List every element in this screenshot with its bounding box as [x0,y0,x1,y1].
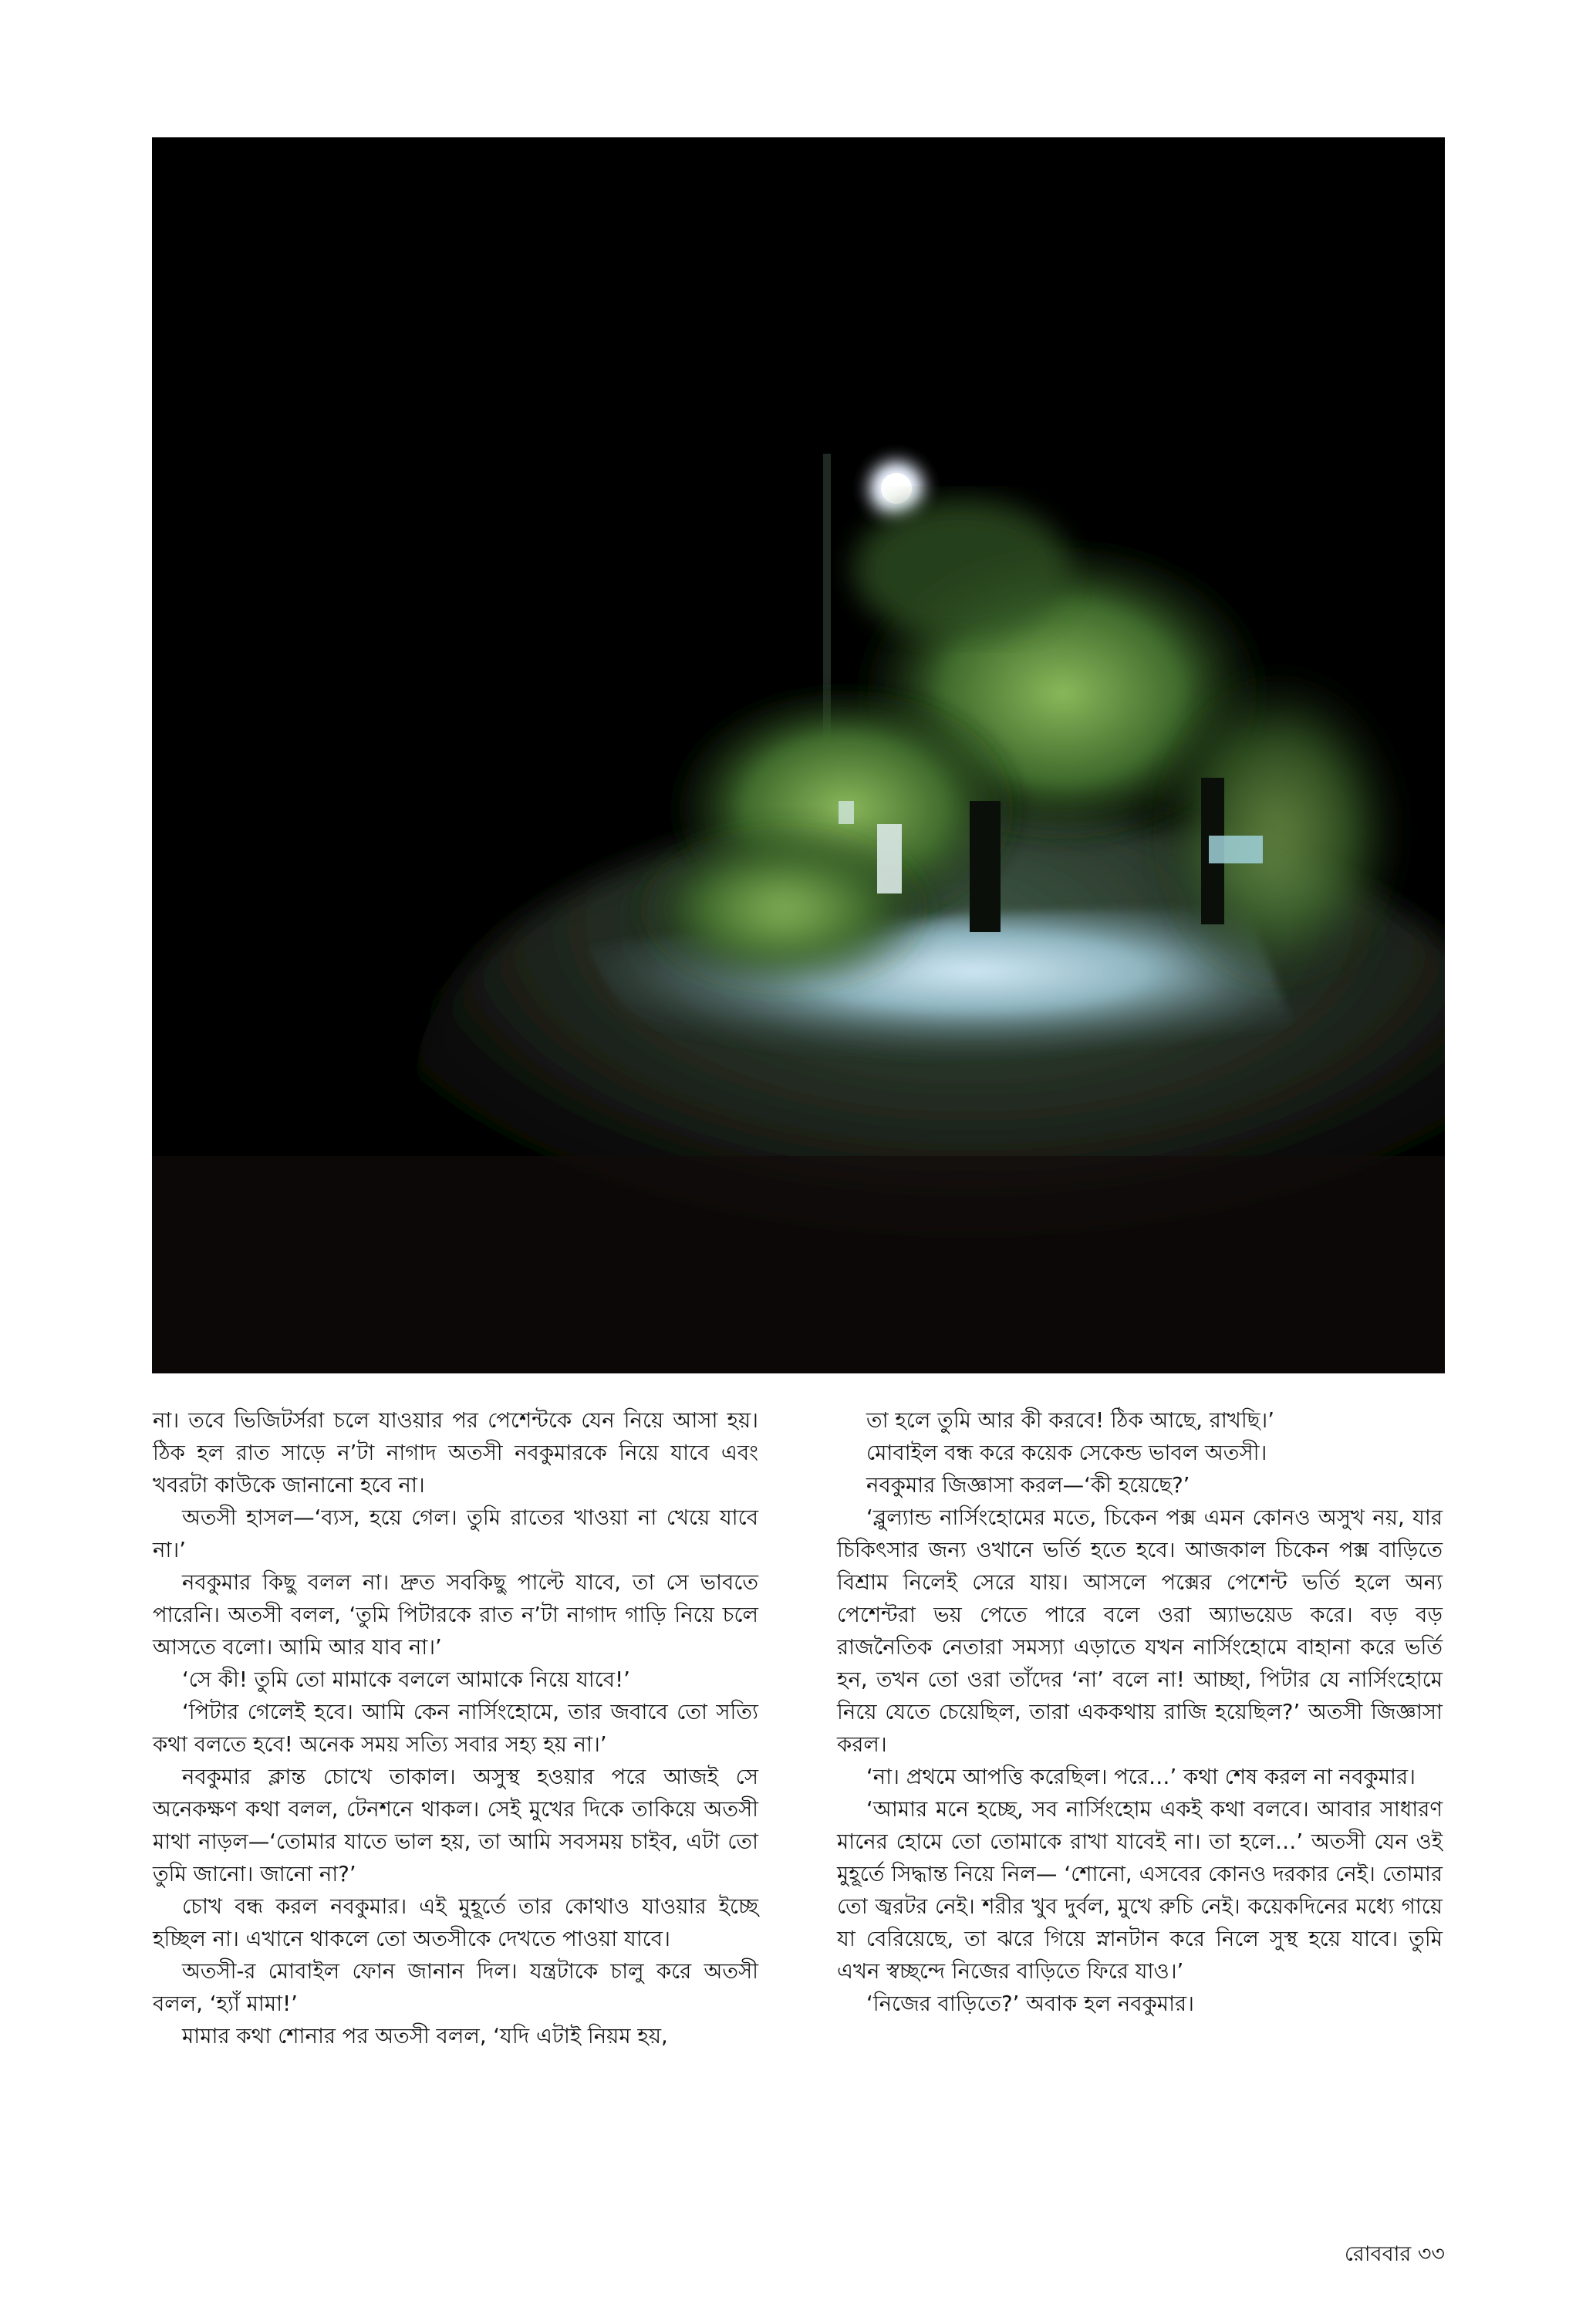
story-column-left [153,1404,758,2052]
paragraph: ‘আমার মনে হচ্ছে, সব নার্সিংহোম একই কথা বলবে। আবার সাধারণ মানের হোমে তো তোমাকে রাখা যাবেই না। তা হলে…’ অতসী যেন ওই মুহূর্তে সিদ্ধান্ত নিয়ে নিল— ‘শোনো, এসবের কোনও দরকার নেই। তোমার তো জ্বরটর নেই। শরীর খুব দুর্বল, মুখে রুচি নেই। কয়েকদিনের মধ্যে গায়ে যা বেরিয়েছে, তা ঝরে গিয়ে স্নানটান করে নিলে সুস্থ হয়ে যাবে। তুমি এখন স্বচ্ছন্দে নিজের বাড়িতে ফিরে যাও।’ [837,1797,1443,1984]
paragraph: নবকুমার জিজ্ঞাসা করল—‘কী হয়েছে?’ [866,1473,1190,1498]
paragraph: নবকুমার কিছু বলল না। দ্রুত সবকিছু পাল্টে যাবে, তা সে ভাবতে পারেনি। অতসী বলল, ‘তুমি পিটারকে রাত ন’টা নাগাদ গাড়ি নিয়ে চলে আসতে বলো। আমি আর যাব না।’ [153,1570,758,1660]
paragraph: নবকুমার ক্লান্ত চোখে তাকাল। অসুস্থ হওয়ার পরে আজই সে অনেকক্ষণ কথা বলল, টেনশনে থাকল। সেই মুখের দিকে তাকিয়ে অতসী মাথা নাড়ল—‘তোমার যাতে ভাল হয়, তা আমি সবসময় চাইব, এটা তো তুমি জানো। জানো না?’ [153,1765,758,1887]
paragraph: ‘সে কী! তুমি তো মামাকে বললে আমাকে নিয়ে যাবে!’ [182,1667,630,1692]
paragraph: মোবাইল বন্ধ করে কয়েক সেকেন্ড ভাবল অতসী। [866,1441,1267,1465]
page-folio [1345,2241,1445,2268]
paragraph: ‘পিটার গেলেই হবে। আমি কেন নার্সিংহোমে, তার জবাবে তো সত্যি কথা বলতে হবে! অনেক সময় সত্যি সবার সহ্য হয় না।’ [153,1700,758,1757]
paragraph: চোখ বন্ধ করল নবকুমার। এই মুহূর্তে তার কোথাও যাওয়ার ইচ্ছে হচ্ছিল না। এখানে থাকলে তো অতসীকে দেখতে পাওয়া যাবে। [153,1894,758,1951]
night-scene-illustration [152,137,1445,1373]
paragraph: ‘না। প্রথমে আপত্তি করেছিল। পরে…’ কথা শেষ করল না নবকুমার। [866,1765,1416,1789]
magazine-name: রোববার [1344,2242,1412,2266]
paragraph: মামার কথা শোনার পর অতসী বলল, ‘যদি এটাই নিয়ম হয়, [182,2024,668,2049]
paragraph: ‘ব্লুল্যান্ড নার্সিংহোমের মতে, চিকেন পক্স এমন কোনও অসুখ নয়, যার চিকিৎসার জন্য ওখানে ভর্তি হতে হবে। আজকাল চিকেন পক্স বাড়িতে বিশ্রাম নিলেই সেরে যায়। আসলে পক্সের পেশেন্ট ভর্তি হলে অন্য পেশেন্টরা ভয় পেতে পারে বলে ওরা অ্যাভয়েড করে। বড় বড় রাজনৈতিক নেতারা সমস্যা এড়াতে যখন নার্সিংহোমে বাহানা করে ভর্তি হন, তখন তো ওরা তাঁদের ‘না’ বলে না! আচ্ছা, পিটার যে নার্সিংহোমে নিয়ে যেতে চেয়েছিল, তারা এককথায় রাজি হয়েছিল?’ অতসী জিজ্ঞাসা করল। [837,1505,1443,1757]
paragraph: অতসী হাসল—‘ব্যস, হয়ে গেল। তুমি রাতের খাওয়া না খেয়ে যাবে না।’ [153,1505,758,1562]
page-number: ৩৩ [1417,2242,1445,2266]
paragraph: অতসী-র মোবাইল ফোন জানান দিল। যন্ত্রটাকে চালু করে অতসী বলল, ‘হ্যাঁ মামা!’ [153,1959,758,2016]
paragraph: ‘নিজের বাড়িতে?’ অবাক হল নবকুমার। [866,1991,1195,2016]
story-column-right [837,1404,1443,2020]
paragraph: তা হলে তুমি আর কী করবে! ঠিক আছে, রাখছি।’ [866,1408,1274,1433]
night-road-painting [152,137,1445,1373]
paragraph: না। তবে ভিজিটর্সরা চলে যাওয়ার পর পেশেন্টকে যেন নিয়ে আসা হয়। ঠিক হল রাত সাড়ে ন’টা নাগাদ অতসী নবকুমারকে নিয়ে যাবে এবং খবরটা কাউকে জানানো হবে না। [153,1408,758,1498]
